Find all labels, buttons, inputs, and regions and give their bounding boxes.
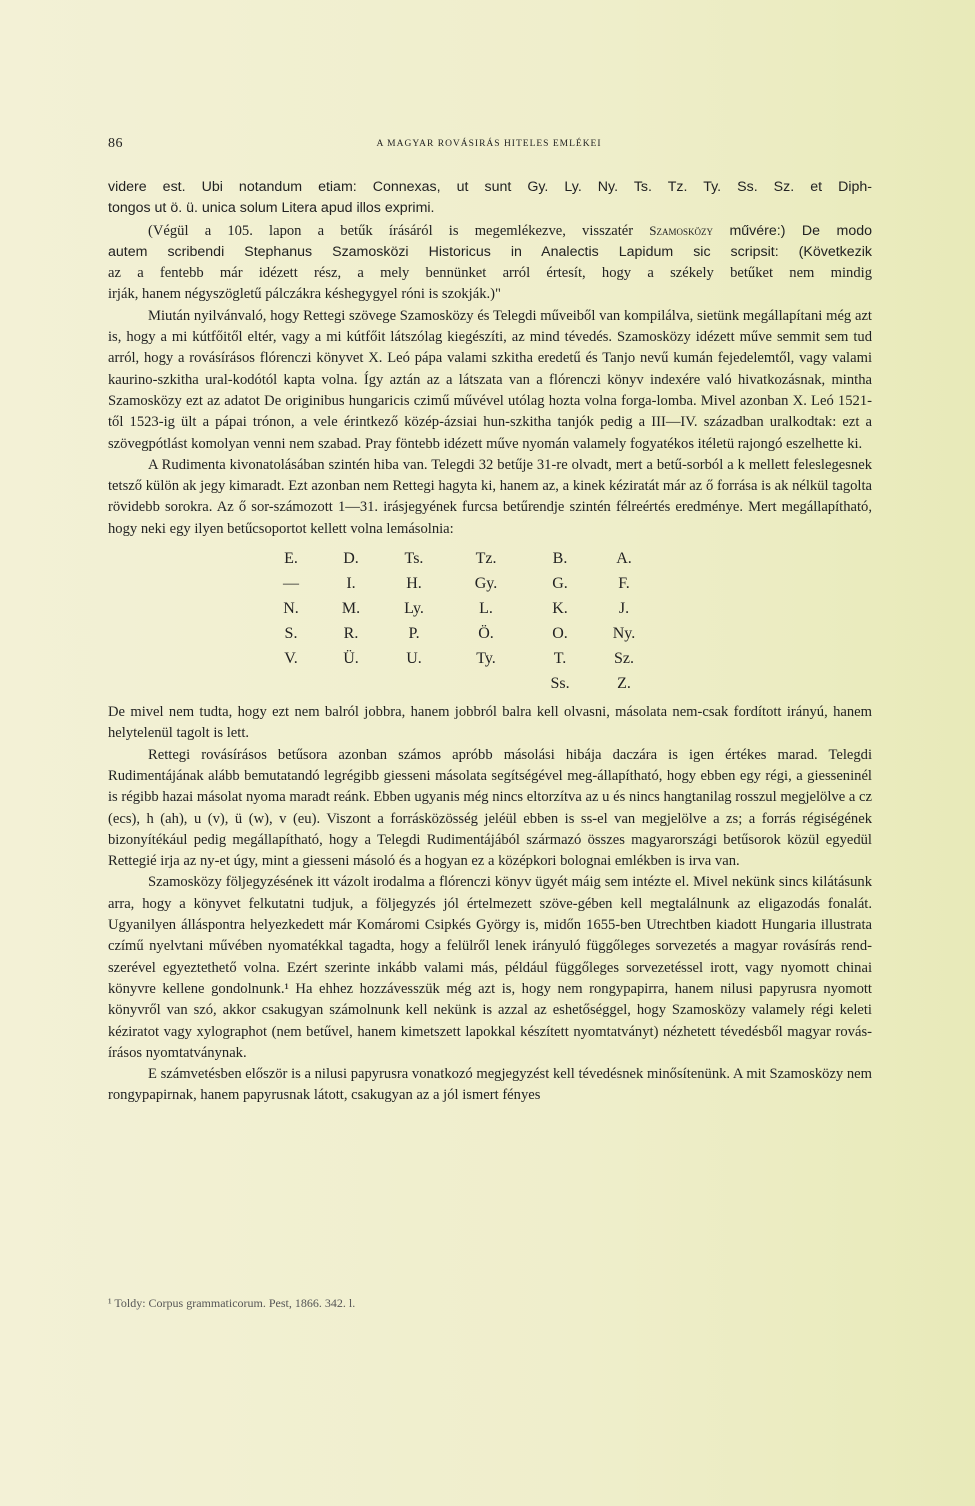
paragraph-2-line-2: autem scribendi Stephanus Szamosközi Historicus in Analectis Lapidum sic scripsit: (Következik bbox=[108, 243, 872, 260]
paragraph-5: De mivel nem tudta, hogy ezt nem balról jobbra, hanem jobbról balra kell olvasni, másolata nem-csak fordított irányú, hanem helytelenül tagolt is lett. bbox=[108, 704, 872, 742]
letter-cell: Ly. bbox=[404, 600, 424, 618]
letter-cell: M. bbox=[341, 600, 361, 618]
body-text bbox=[108, 177, 872, 1107]
letter-cell: Tz. bbox=[475, 550, 497, 568]
letter-cell: V. bbox=[284, 650, 298, 668]
letter-cell: — bbox=[283, 575, 299, 593]
paragraph-1-line-1: videre est. Ubi notandum etiam: Connexas, ut sunt Gy. Ly. Ny. Ts. Tz. Ty. Ss. Sz. et Diph- bbox=[108, 179, 872, 195]
letter-cell: S. bbox=[284, 625, 298, 643]
letter-cell: D. bbox=[343, 550, 359, 568]
footnote: ¹ Toldy: Corpus grammaticorum. Pest, 1866. 342. l. bbox=[108, 1296, 356, 1310]
paragraph-2-line-3: az a fentebb már idézett rész, a mely bennünket arról értesít, hogy a székely betűket nem mindig bbox=[108, 265, 872, 282]
running-title: A MAGYAR ROVÁSIRÁS HITELES EMLÉKEI bbox=[376, 139, 602, 149]
letter-cell: K. bbox=[552, 600, 568, 618]
letter-cell: Z. bbox=[617, 675, 631, 693]
letter-cell: A. bbox=[616, 550, 632, 568]
letter-cell: Ö. bbox=[478, 625, 494, 643]
letter-cell: Ty. bbox=[476, 650, 496, 668]
paragraph-2-text-a: (Végül a 105. lapon a betűk írásáról is megemlékezve, visszatér bbox=[148, 222, 650, 239]
letter-cell: Ts. bbox=[404, 550, 424, 568]
letter-cell: R. bbox=[343, 625, 359, 643]
letter-cell: U. bbox=[406, 650, 422, 668]
paragraph-6: Rettegi rovásírásos betűsora azonban számos apróbb másolási hibája daczára is igen értékes marad. Telegdi Rudimentájának alább bemutatandó legrégibb giesseni másolata segítségével meg-állapítható, hogy ebben egy régi, a giesseninél is régibb hazai másolat nyoma maradt reánk. Ebben ugyanis még nincs eltorzítva az u és nincs hangtanilag rosszul megjelölve a cz (ecs), h (ah), u (v), ü (w), v (eu). Viszont a forrásközösség jeléül ebben is ss-el van megjelölve a zs; a forrás régiségének bizonyítékául pedig megállapítható, hogy a Telegdi Rudimentájából származó összes magyarországi betűsorok közül egyedül Rettegié irja az ny-et úgy, mint a giesseni másoló és a hogyan ez a középkori bolognai emlékben is irva van. bbox=[108, 746, 872, 870]
letter-cell: Gy. bbox=[474, 575, 498, 593]
letter-cell: T. bbox=[553, 650, 567, 668]
author-name-smallcaps: Szamosközy bbox=[649, 222, 713, 238]
letter-cell: G. bbox=[552, 575, 568, 593]
paragraph-8: E számvetésben először is a nilusi papyrusra vonatkozó megjegyzést kell tévedésnek minősítenünk. A mit Szamosközy nem rongypapirnak, hanem papyrusnak látott, csakugyan az a jól ismert fényes bbox=[108, 1066, 872, 1104]
paragraph-4: A Rudimenta kivonatolásában szintén hiba van. Telegdi 32 betűje 31-re olvadt, mert a betű-sorból a k mellett feleslegesnek tetsző külön ak jegy kimaradt. Ezt azonban nem Rettegi hagyta ki, hanem az, a kinek kéziratát már az ő forrása is ak nélkül tagolta rövidebb sorokra. Az ő sor-számozott 1—31. irásjegyének furcsa betűrendje szintén félreértés eredménye. Mert megállapítható, hogy neki egy ilyen betűcsoportot kellett volna lemásolnia: bbox=[108, 456, 872, 537]
letter-cell: Ü. bbox=[343, 650, 359, 668]
paragraph-2-text-c: művére:) De modo bbox=[713, 222, 872, 239]
letter-cell: N. bbox=[283, 600, 299, 618]
letter-cell: Ny. bbox=[612, 625, 636, 643]
letter-group-table bbox=[108, 542, 872, 698]
letter-cell: F. bbox=[618, 575, 630, 593]
letter-cell: Ss. bbox=[550, 675, 570, 693]
letter-cell: H. bbox=[406, 575, 422, 593]
paragraph-2-line-4: irják, hanem négyszögletű pálczákra késhegygyel róni is szokják.)" bbox=[108, 286, 501, 303]
paragraph-2-line-1 bbox=[108, 220, 872, 242]
letter-cell: P. bbox=[408, 625, 420, 643]
letter-cell: O. bbox=[552, 625, 568, 643]
paragraph-7: Szamosközy följegyzésének itt vázolt irodalma a flórenczi könyv ügyét máig sem intézte el. Mivel nekünk sincs kilátásunk arra, hogy a könyvet felkutatni tudjuk, a följegyzés jól értelmezett szöve-gében kell megtalálnunk az eligazodás fonalát. Ugyanilyen álláspontra helyezkedett már Komáromi Csipkés György is, midőn 1655-ben Utrechtben kiadott Hungaria illustrata czímű nyelvtani művében nyomatékkal tagadta, hogy a felülről lenek irányuló függőleges sorvezetés a magyar rovásírás rend-szerével egyeztethető volna. Ezért szerinte inkább valami más, például függőleges sorvezetéssel irott, vagy nyomott chinai könyvre kellene gondolnunk.¹ Ha ehhez hozzávesszük még azt is, hogy nem rongypapirra, hanem nilusi papyrusra nyomott könyvről van szó, akkor csakugyan számolnunk kell nekünk is azzal az eshetőséggel, hogy Szamosközy valamely régi keleti kéziratot vagy xylographot (nem betűvel, hanem kimetszett lapokkal készített nyomtatványt) nézhetett tévedésből magyar rovás-írásos nyomtatványnak. bbox=[108, 874, 872, 1061]
paragraph-1-line-2: tongos ut ö. ü. unica solum Litera apud illos exprimi. bbox=[108, 200, 435, 217]
letter-cell: I. bbox=[346, 575, 356, 593]
letter-cell: E. bbox=[284, 550, 298, 568]
letter-cell: Sz. bbox=[614, 650, 634, 668]
letter-cell: B. bbox=[552, 550, 568, 568]
letter-cell: L. bbox=[479, 600, 493, 618]
letter-cell: J. bbox=[618, 600, 630, 618]
page-header bbox=[108, 138, 870, 158]
paragraph-3: Miután nyilvánvaló, hogy Rettegi szövege Szamosközy és Telegdi műveiből van kompilálva, sietünk megállapítani még azt is, hogy a mi kútfőitől eltér, vagy a mi kútfőit látszólag kiegészíti, az mind tévedés. Szamosközy idézett műve semmit sem tud arról, hogy a rovásírásos flórenczi könyvet X. Leó pápa valami szkitha eredetű és Tanjo nevű kumán fejedelemtől, vagy valami kaurino-szkitha ural-kodótól kapta volna. Így aztán az a látszata van a flórenczi könyv indexére való hivatkozásnak, mintha Szamosközy ezt az adatot De originibus hungaricis czimű művével utólag hozta volna forga-lomba. Mivel azonban X. Leó 1521-től 1523-ig ült a pápai trónon, a vele érintkező közép-ázsiai hun-szkitha tanjók pedig a III—IV. században uralkodtak: ezt a szövegpótlást komolyan venni nem szabad. Pray föntebb idézett műve nyomán valamely fogyatékos itéletü rajongó eszelhette ki. bbox=[108, 307, 872, 452]
page-number: 86 bbox=[108, 136, 123, 151]
